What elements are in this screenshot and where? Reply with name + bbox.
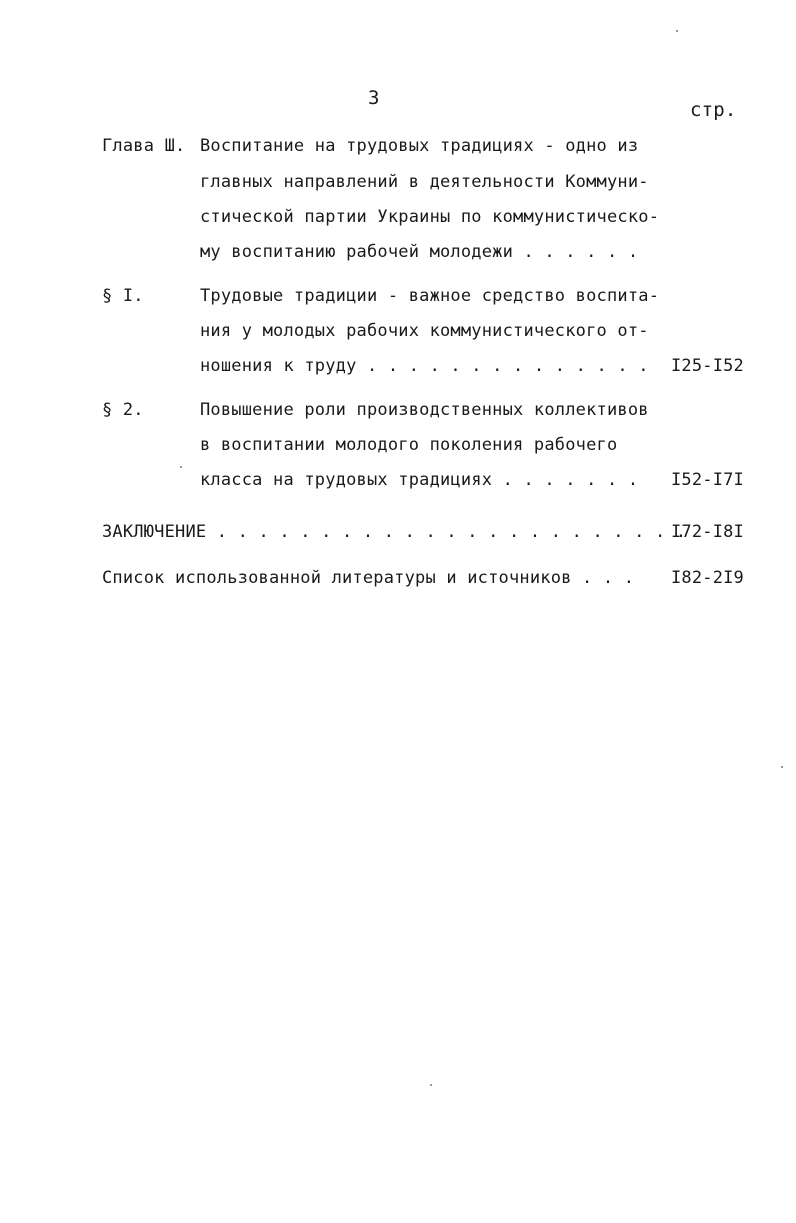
- section-2-pages: I52-I7I: [670, 470, 744, 490]
- section-1-title-line-2: ния у молодых рабочих коммунистического от-: [200, 321, 649, 341]
- pages-column-label: стр.: [690, 99, 737, 121]
- section-1-label: § I.: [102, 286, 144, 306]
- section-2-title-line-2: в воспитании молодого поколения рабочего: [200, 435, 618, 455]
- scan-speck: [430, 1084, 432, 1086]
- chapter-title-line-2: главных направлений в деятельности Коммуни-: [200, 172, 649, 192]
- scan-speck: [676, 30, 678, 32]
- page-number: 3: [368, 87, 380, 109]
- chapter-title-line-4: му воспитанию рабочей молодежи . . . . . .: [200, 242, 639, 262]
- bibliography-label: Список использованной литературы и источников . . .: [102, 568, 635, 588]
- section-1-title-line-1: Трудовые традиции - важное средство воспита-: [200, 286, 660, 306]
- section-1-pages: I25-I52: [670, 356, 744, 376]
- conclusion-pages: I72-I8I: [670, 522, 744, 542]
- chapter-title-line-1: Воспитание на трудовых традициях - одно из: [200, 136, 639, 156]
- conclusion-label: ЗАКЛЮЧЕНИЕ . . . . . . . . . . . . . . . . . . . . . . .: [102, 522, 687, 542]
- section-2-title-line-3: класса на трудовых традициях . . . . . . .: [200, 470, 639, 490]
- chapter-title-line-3: стической партии Украины по коммунистическо-: [200, 207, 660, 227]
- scan-speck: [781, 766, 783, 768]
- section-1-title-line-3: ношения к труду . . . . . . . . . . . . . .: [200, 356, 649, 376]
- bibliography-pages: I82-2I9: [670, 568, 744, 588]
- scan-speck: [180, 466, 182, 468]
- chapter-label: Глава Ш.: [102, 136, 186, 156]
- section-2-label: § 2.: [102, 400, 144, 420]
- section-2-title-line-1: Повышение роли производственных коллективов: [200, 400, 649, 420]
